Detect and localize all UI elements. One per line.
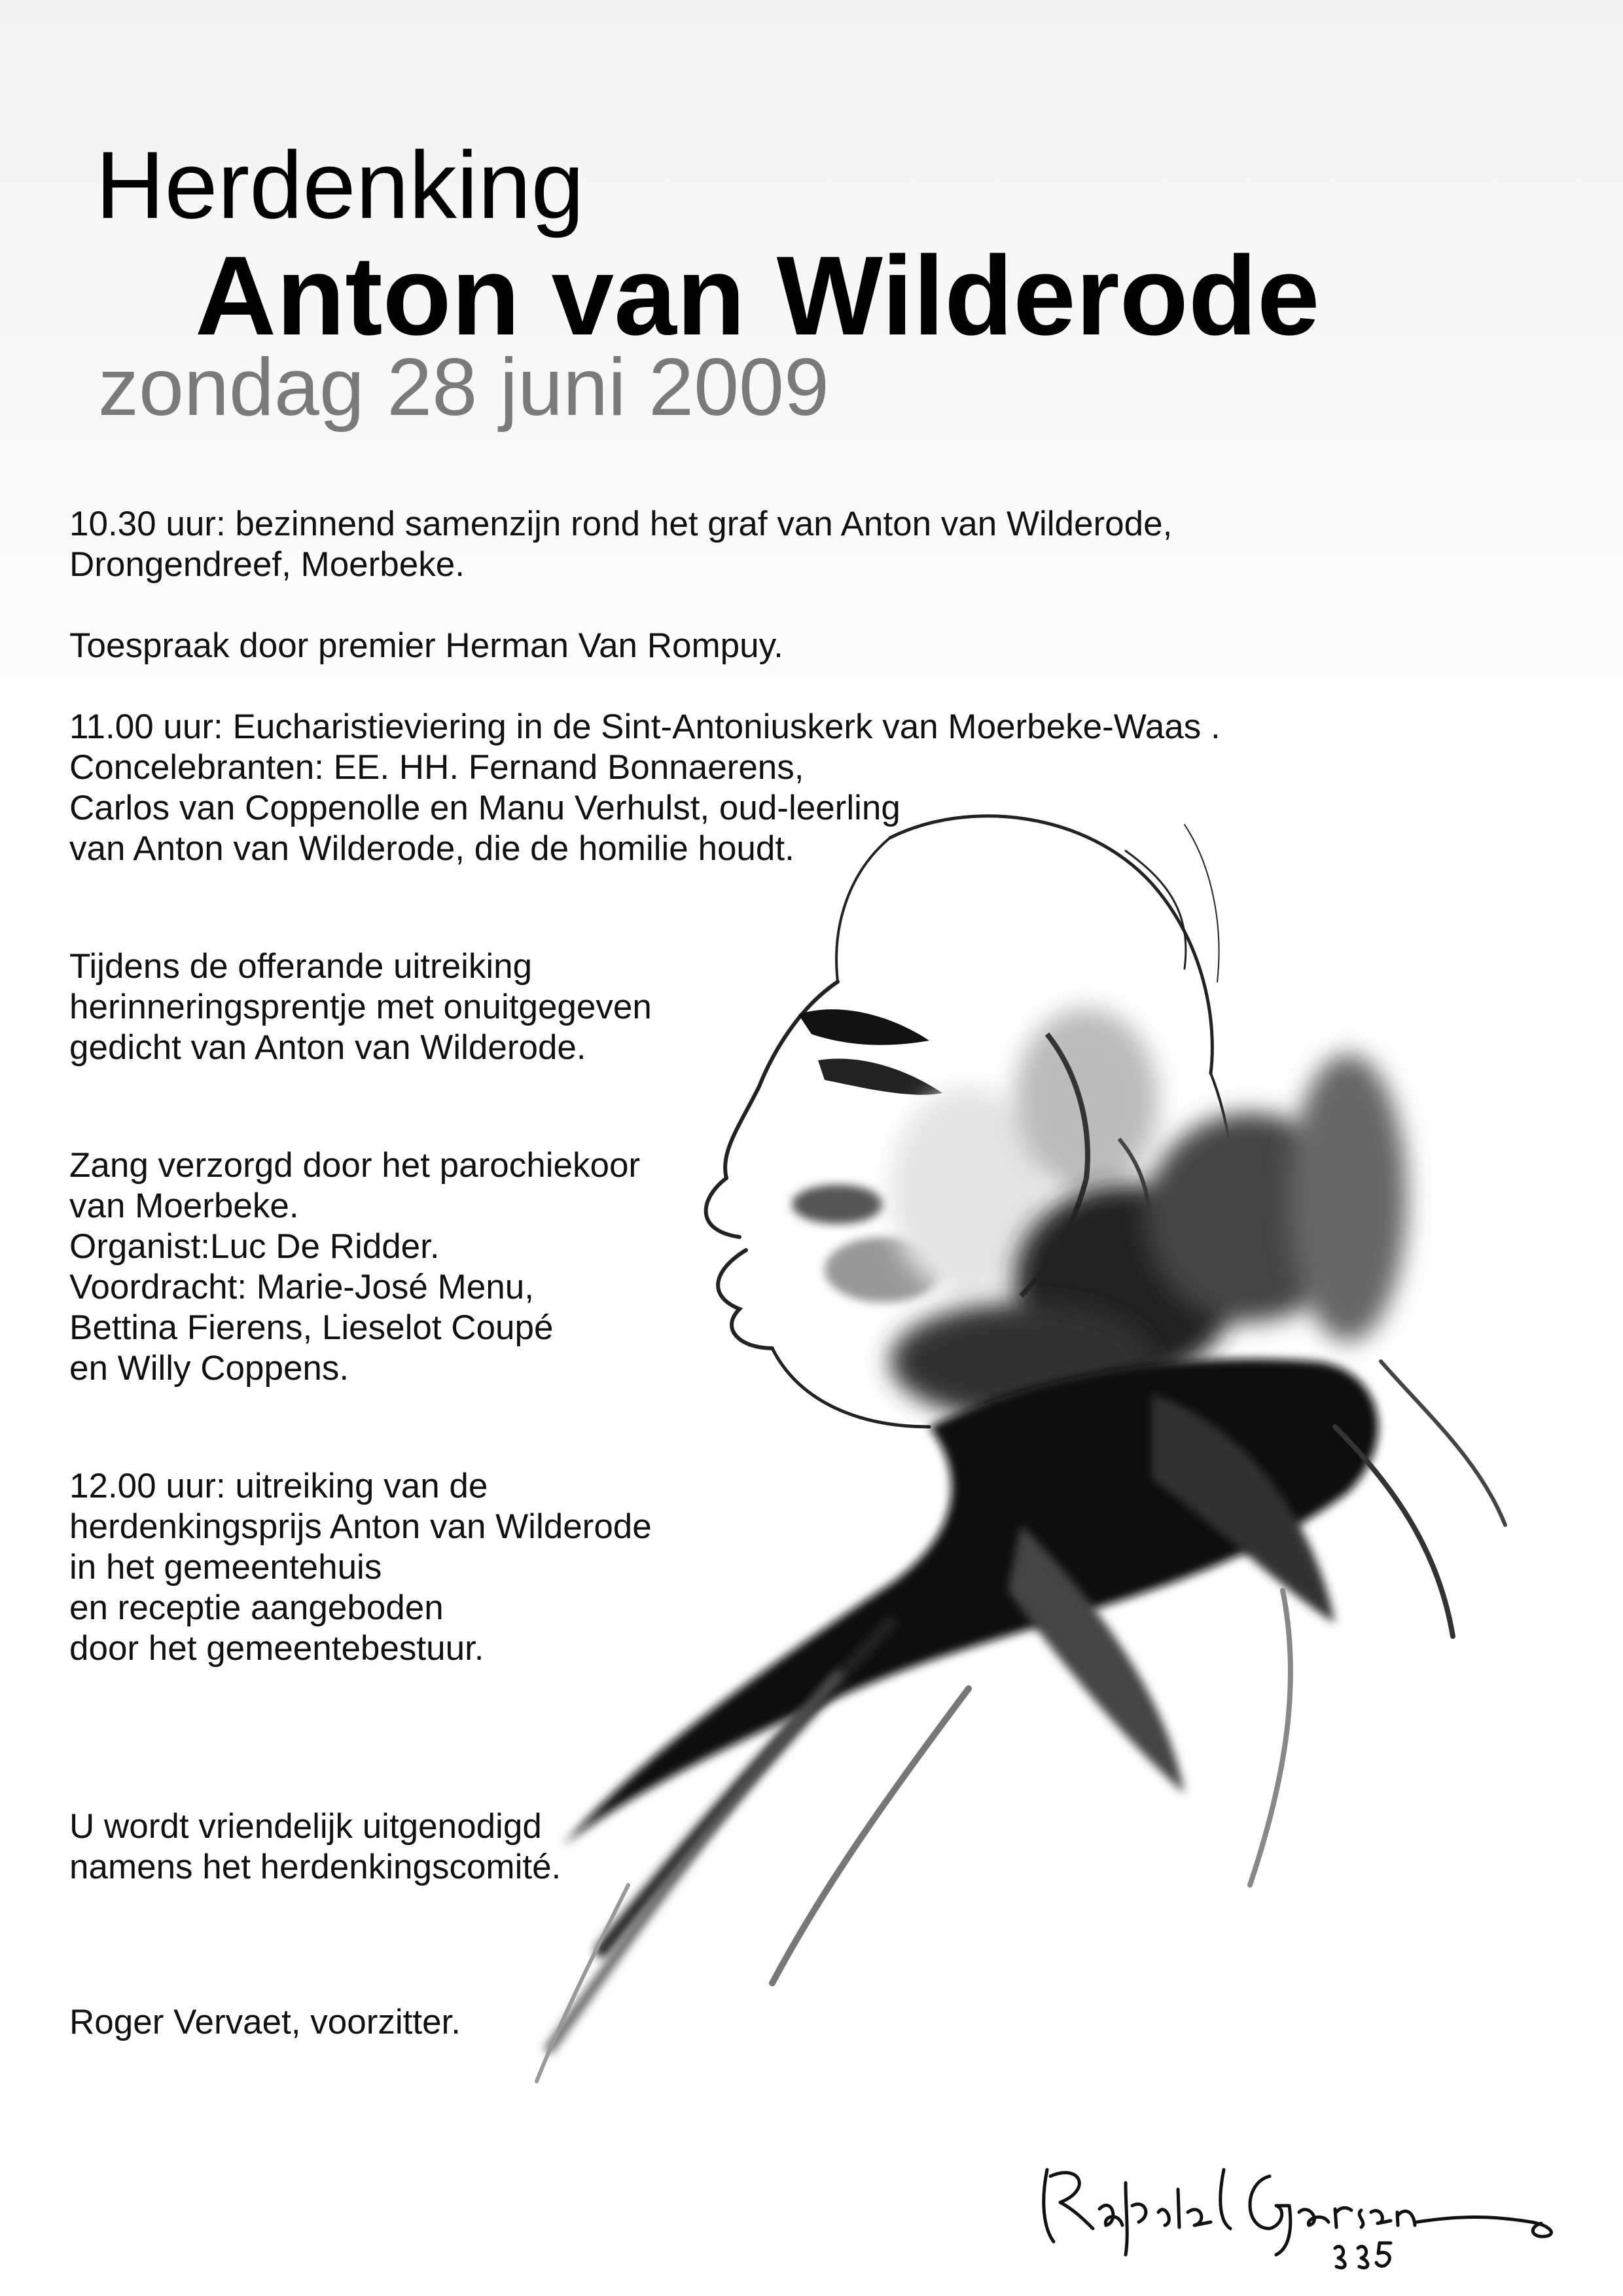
program-item — [69, 946, 1378, 1068]
text-line: gedicht van Anton van Wilderode. — [69, 1028, 586, 1067]
text-line: Concelebranten: EE. HH. Fernand Bonnaerens, — [69, 748, 804, 787]
program-item — [69, 504, 1378, 585]
artist-signature — [1034, 2150, 1590, 2274]
text-line: herdenkingsprijs Anton van Wilderode — [69, 1507, 652, 1546]
program-item — [69, 1806, 1378, 1888]
text-line: U wordt vriendelijk uitgenodigd — [69, 1807, 542, 1846]
page-title: Anton van Wilderode — [195, 233, 1320, 359]
text-line: en Willy Coppens. — [69, 1349, 349, 1388]
program-item — [69, 1145, 1378, 1389]
text-line: Zang verzorgd door het parochiekoor — [69, 1146, 641, 1185]
program-item — [69, 626, 1378, 666]
text-line: Organist:Luc De Ridder. — [69, 1227, 440, 1266]
text-line: van Anton van Wilderode, die de homilie houdt. — [69, 829, 794, 868]
text-line: namens het herdenkingscomité. — [69, 1848, 562, 1886]
text-line: 11.00 uur: Eucharistieviering in de Sint-Antoniuskerk van Moerbeke-Waas . — [69, 708, 1221, 746]
text-line: en receptie aangeboden — [69, 1588, 444, 1627]
text-line: Roger Vervaet, voorzitter. — [69, 2003, 461, 2041]
text-line: Drongendreef, Moerbeke. — [69, 545, 465, 584]
text-line: Voordracht: Marie-José Menu, — [69, 1268, 534, 1306]
text-line: Toespraak door premier Herman Van Rompuy. — [69, 626, 783, 665]
text-line: 10.30 uur: bezinnend samenzijn rond het graf van Anton van Wilderode, — [69, 505, 1173, 543]
program-item — [69, 707, 1378, 869]
program-text — [69, 504, 1378, 2043]
text-line: Carlos van Coppenolle en Manu Verhulst, oud-leerling — [69, 789, 901, 827]
event-date: zondag 28 juni 2009 — [98, 342, 829, 433]
pre-title: Herdenking — [96, 132, 584, 238]
text-line: herinneringsprentje met onuitgegeven — [69, 988, 652, 1026]
text-line: Tijdens de offerande uitreiking — [69, 947, 533, 986]
text-line: door het gemeentebestuur. — [69, 1629, 484, 1668]
text-line: in het gemeentehuis — [69, 1548, 382, 1587]
text-line: van Moerbeke. — [69, 1187, 299, 1225]
text-line: 12.00 uur: uitreiking van de — [69, 1467, 488, 1505]
program-item — [69, 1466, 1378, 1669]
text-line: Bettina Fierens, Lieselot Coupé — [69, 1308, 554, 1347]
program-item — [69, 2002, 1378, 2043]
